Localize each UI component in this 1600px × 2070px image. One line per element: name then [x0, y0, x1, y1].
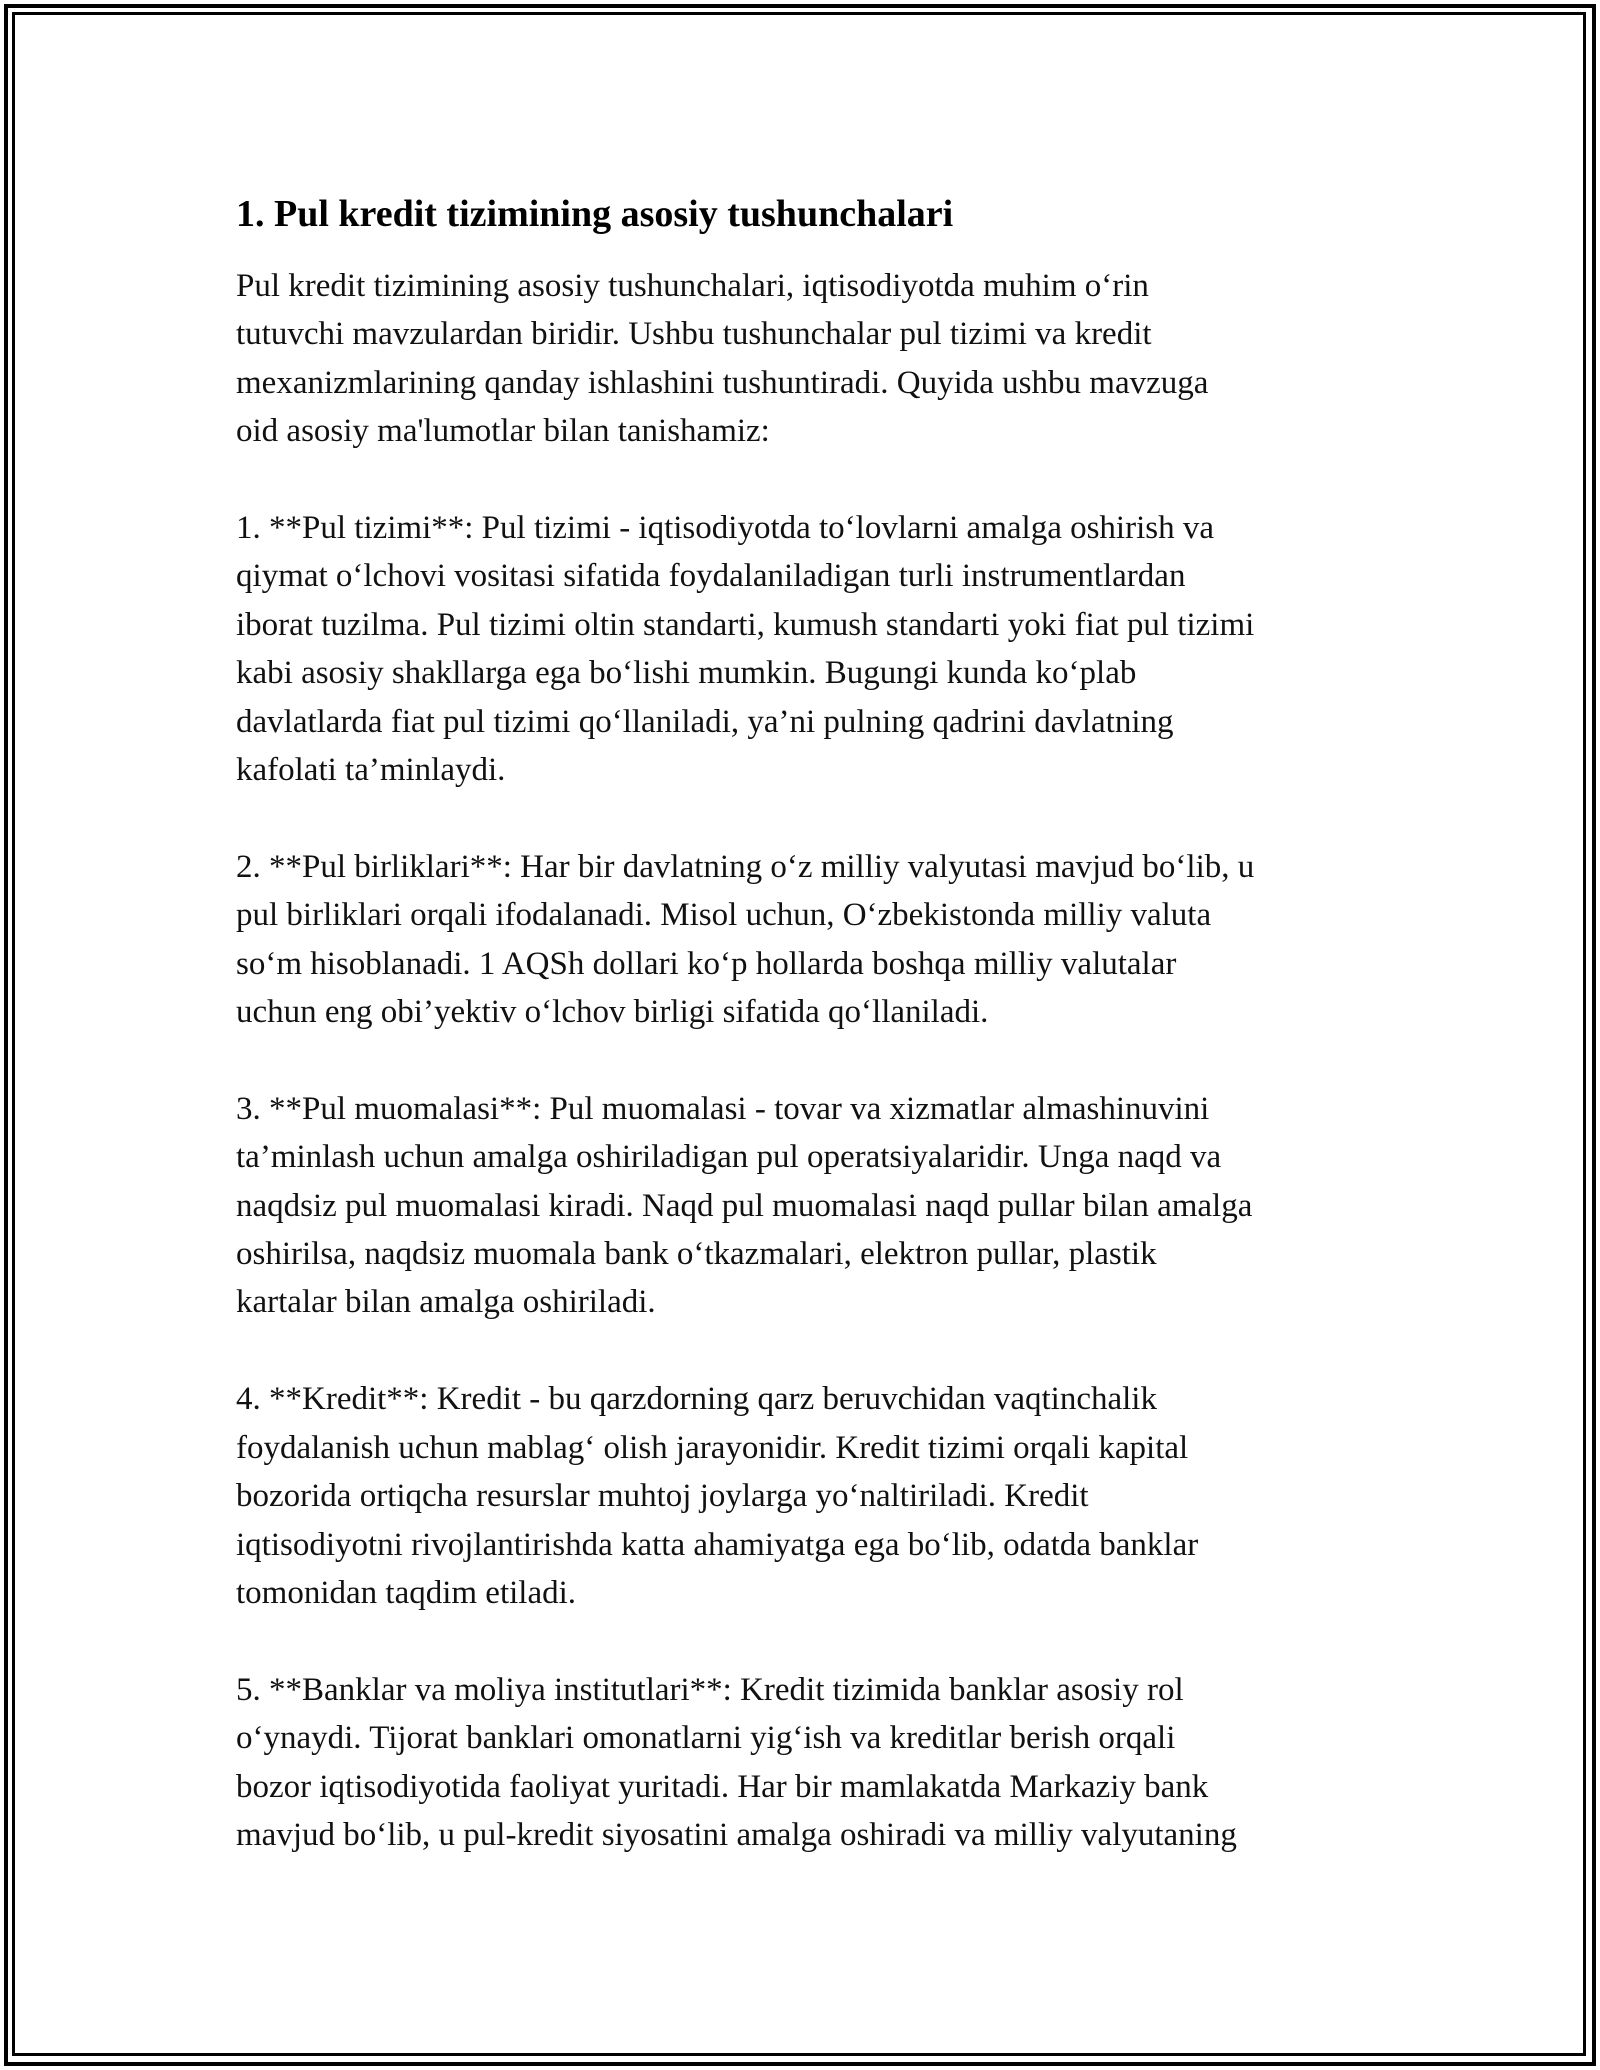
text-line: kabi asosiy shakllarga ega bo‘lishi mumkin. Bugungi kunda ko‘plab — [236, 655, 1137, 692]
paragraph — [236, 843, 1386, 1037]
text-line: foydalanish uchun mablag‘ olish jarayonidir. Kredit tizimi orqali kapital — [236, 1429, 1189, 1466]
text-line: o‘ynaydi. Tijorat banklari omonatlarni yig‘ish va kreditlar berish orqali — [236, 1720, 1176, 1757]
paragraph-list — [236, 262, 1386, 1859]
text-line: pul birliklari orqali ifodalanadi. Misol uchun, O‘zbekistonda milliy valuta — [236, 897, 1212, 934]
text-line: bozor iqtisodiyotida faoliyat yuritadi. Har bir mamlakatda Markaziy bank — [236, 1768, 1209, 1805]
text-line: tutuvchi mavzulardan biridir. Ushbu tushunchalar pul tizimi va kredit — [236, 316, 1152, 353]
text-line: 4. **Kredit**: Kredit - bu qarzdorning qarz beruvchidan vaqtinchalik — [236, 1381, 1157, 1418]
text-line: mavjud bo‘lib, u pul-kredit siyosatini amalga oshiradi va milliy valyutaning — [236, 1816, 1237, 1853]
paragraph — [236, 1085, 1386, 1327]
text-line: tomonidan taqdim etiladi. — [236, 1574, 577, 1611]
text-line: oid asosiy ma'lumotlar bilan tanishamiz: — [236, 413, 770, 450]
paragraph — [236, 1666, 1386, 1860]
document-title: 1. Pul kredit tizimining asosiy tushunchalari — [236, 193, 954, 235]
text-line: qiymat o‘lchovi vositasi sifatida foydalaniladigan turli instrumentlardan — [236, 558, 1186, 595]
text-line: mexanizmlarining qanday ishlashini tushuntiradi. Quyida ushbu mavzuga — [236, 364, 1209, 401]
text-line: so‘m hisoblanadi. 1 AQSh dollari ko‘p hollarda boshqa milliy valutalar — [236, 945, 1177, 982]
text-line: iborat tuzilma. Pul tizimi oltin standarti, kumush standarti yoki fiat pul tizimi — [236, 606, 1255, 643]
text-line: uchun eng obi’yektiv o‘lchov birligi sifatida qo‘llaniladi. — [236, 994, 989, 1031]
text-line: kafolati ta’minlaydi. — [236, 752, 506, 789]
text-line: 1. **Pul tizimi**: Pul tizimi - iqtisodiyotda to‘lovlarni amalga oshirish va — [236, 510, 1214, 547]
text-line: naqdsiz pul muomalasi kiradi. Naqd pul muomalasi naqd pullar bilan amalga — [236, 1187, 1253, 1224]
text-line: 3. **Pul muomalasi**: Pul muomalasi - tovar va xizmatlar almashinuvini — [236, 1090, 1210, 1127]
text-line: bozorida ortiqcha resurslar muhtoj joylarga yo‘naltiriladi. Kredit — [236, 1478, 1089, 1515]
text-line: Pul kredit tizimining asosiy tushunchalari, iqtisodiyotda muhim o‘rin — [236, 268, 1149, 304]
paragraph — [236, 504, 1386, 794]
text-line: davlatlarda fiat pul tizimi qo‘llaniladi, ya’ni pulning qadrini davlatning — [236, 703, 1174, 740]
paragraph — [236, 262, 1386, 456]
text-line: 2. **Pul birliklari**: Har bir davlatning o‘z milliy valyutasi mavjud bo‘lib, u — [236, 848, 1255, 885]
text-line: kartalar bilan amalga oshiriladi. — [236, 1284, 656, 1321]
text-line: iqtisodiyotni rivojlantirishda katta ahamiyatga ega bo‘lib, odatda banklar — [236, 1526, 1199, 1563]
text-line: oshirilsa, naqdsiz muomala bank o‘tkazmalari, elektron pullar, plastik — [236, 1236, 1157, 1273]
text-line: 5. **Banklar va moliya institutlari**: Kredit tizimida banklar asosiy rol — [236, 1671, 1184, 1708]
document-body — [236, 186, 1386, 1908]
text-line: ta’minlash uchun amalga oshiriladigan pul operatsiyalaridir. Unga naqd va — [236, 1139, 1222, 1176]
paragraph — [236, 1375, 1386, 1617]
